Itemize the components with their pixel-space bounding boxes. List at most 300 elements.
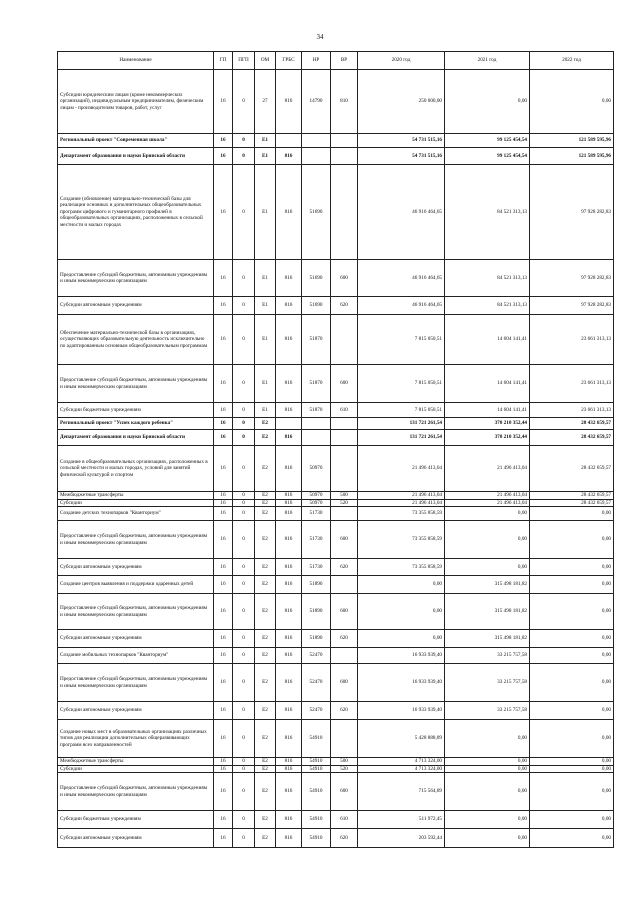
row-value-cell: Е2 — [255, 507, 276, 521]
row-value-cell: 23 661 313,13 — [530, 365, 614, 403]
row-value-cell: 84 521 313,13 — [445, 165, 530, 260]
header-cell: Наименование — [58, 52, 214, 70]
row-value-cell: 816 — [276, 430, 302, 446]
row-value-cell — [331, 148, 358, 165]
row-value-cell — [331, 648, 358, 664]
header-cell: ГП — [214, 52, 233, 70]
row-value-cell — [331, 418, 358, 430]
row-value-cell: 28 432 659,57 — [530, 418, 614, 430]
row-value-cell: 370 210 352,44 — [445, 418, 530, 430]
row-value-cell: 0,00 — [445, 811, 530, 829]
row-value-cell: 600 — [331, 773, 358, 811]
row-value-cell: 0,00 — [530, 648, 614, 664]
table-row — [58, 418, 614, 430]
row-value-cell: 121 589 595,96 — [530, 148, 614, 165]
table-row — [58, 630, 614, 648]
row-value-cell: 816 — [276, 297, 302, 315]
row-value-cell: 816 — [276, 403, 302, 418]
table-row — [58, 765, 614, 773]
table-row — [58, 165, 614, 260]
row-value-cell: Е2 — [255, 773, 276, 811]
row-value-cell: 16 — [214, 773, 233, 811]
row-value-cell: 21 496 413,04 — [445, 446, 530, 492]
row-value-cell: 0,00 — [445, 559, 530, 576]
row-value-cell: Е2 — [255, 765, 276, 773]
table-row — [58, 297, 614, 315]
row-name-cell: Предоставление субсидий бюджетным, автономным учреждениям и иным некоммерческим организациям — [58, 664, 214, 702]
row-value-cell: 99 125 454,54 — [445, 134, 530, 148]
header-cell: ОМ — [255, 52, 276, 70]
row-value-cell: 816 — [276, 576, 302, 594]
row-value-cell: 0,00 — [530, 773, 614, 811]
row-value-cell: 0,00 — [530, 720, 614, 758]
row-name-cell: Департамент образования и науки Брянской области — [58, 430, 214, 446]
table-row — [58, 148, 614, 165]
row-value-cell: 816 — [276, 630, 302, 648]
row-value-cell: 0 — [233, 765, 255, 773]
row-value-cell: 0 — [233, 559, 255, 576]
table-row — [58, 664, 614, 702]
row-value-cell: 51870 — [302, 315, 331, 365]
row-value-cell: Е2 — [255, 664, 276, 702]
row-value-cell: 0 — [233, 260, 255, 297]
row-value-cell: 4 713 324,00 — [358, 765, 445, 773]
row-value-cell: 99 125 454,54 — [445, 148, 530, 165]
row-name-cell: Субсидии автономным учреждениям — [58, 559, 214, 576]
row-value-cell: 0 — [233, 630, 255, 648]
header-cell: 2021 год — [445, 52, 530, 70]
row-value-cell: 50970 — [302, 492, 331, 500]
row-value-cell: Е2 — [255, 418, 276, 430]
row-value-cell: 54910 — [302, 829, 331, 848]
row-value-cell: 0 — [233, 576, 255, 594]
row-value-cell: 0,00 — [445, 70, 530, 134]
row-value-cell: 816 — [276, 664, 302, 702]
row-value-cell: 0,00 — [530, 630, 614, 648]
row-value-cell: 16 — [214, 521, 233, 559]
row-value-cell: 816 — [276, 70, 302, 134]
row-value-cell: 816 — [276, 165, 302, 260]
row-value-cell: 54910 — [302, 765, 331, 773]
header-cell: 2022 год — [530, 52, 614, 70]
row-value-cell: 0 — [233, 648, 255, 664]
row-value-cell: 0 — [233, 315, 255, 365]
row-value-cell: Е1 — [255, 297, 276, 315]
row-value-cell: 51730 — [302, 559, 331, 576]
row-value-cell: 51690 — [302, 260, 331, 297]
row-value-cell: 816 — [276, 594, 302, 630]
row-value-cell: 16 — [214, 70, 233, 134]
row-value-cell: 816 — [276, 720, 302, 758]
table-row — [58, 648, 614, 664]
table-row — [58, 559, 614, 576]
header-cell: ВР — [331, 52, 358, 70]
row-value-cell: 0,00 — [530, 829, 614, 848]
row-value-cell: 16 — [214, 811, 233, 829]
row-value-cell: 4 713 324,00 — [358, 758, 445, 766]
row-value-cell: 16 — [214, 765, 233, 773]
row-value-cell: 816 — [276, 559, 302, 576]
table-row — [58, 315, 614, 365]
row-value-cell: 54910 — [302, 773, 331, 811]
row-value-cell — [302, 134, 331, 148]
row-value-cell: 14 604 141,41 — [445, 315, 530, 365]
row-value-cell: 715 564,89 — [358, 773, 445, 811]
row-value-cell: 73 355 858,59 — [358, 507, 445, 521]
row-value-cell: Е1 — [255, 403, 276, 418]
row-value-cell: Е2 — [255, 630, 276, 648]
row-name-cell: Межбюджетные трансферты — [58, 758, 214, 766]
row-value-cell: 0,00 — [445, 507, 530, 521]
row-value-cell: Е2 — [255, 521, 276, 559]
row-value-cell: 250 000,00 — [358, 70, 445, 134]
row-value-cell: 0 — [233, 148, 255, 165]
row-value-cell: 21 496 413,04 — [358, 492, 445, 500]
row-value-cell: 50970 — [302, 499, 331, 507]
row-value-cell: 46 916 464,65 — [358, 297, 445, 315]
row-value-cell: 0,00 — [530, 70, 614, 134]
row-value-cell: 203 592,44 — [358, 829, 445, 848]
row-value-cell: 73 355 858,59 — [358, 559, 445, 576]
row-value-cell: Е2 — [255, 446, 276, 492]
table-row — [58, 70, 614, 134]
row-value-cell: 0 — [233, 446, 255, 492]
row-value-cell: 131 721 261,54 — [358, 430, 445, 446]
row-value-cell: 14 604 141,41 — [445, 365, 530, 403]
row-value-cell: 7 815 050,51 — [358, 403, 445, 418]
row-value-cell: 816 — [276, 648, 302, 664]
row-value-cell: 131 721 261,54 — [358, 418, 445, 430]
row-value-cell: 0,00 — [530, 664, 614, 702]
row-value-cell: 16 — [214, 260, 233, 297]
row-value-cell: 0 — [233, 521, 255, 559]
row-value-cell: 816 — [276, 765, 302, 773]
row-name-cell: Субсидии автономным учреждениям — [58, 829, 214, 848]
row-value-cell: 16 — [214, 664, 233, 702]
row-value-cell: 810 — [331, 70, 358, 134]
row-value-cell: 610 — [331, 403, 358, 418]
row-value-cell: 816 — [276, 773, 302, 811]
row-value-cell: 500 — [331, 492, 358, 500]
row-value-cell: 16 — [214, 165, 233, 260]
row-value-cell: 16 — [214, 446, 233, 492]
row-value-cell: 0 — [233, 720, 255, 758]
row-name-cell: Создание детских технопарков "Кванториум" — [58, 507, 214, 521]
row-value-cell: 16 — [214, 403, 233, 418]
row-value-cell: 33 215 757,58 — [445, 648, 530, 664]
row-value-cell: 0 — [233, 418, 255, 430]
row-value-cell: 23 661 313,13 — [530, 403, 614, 418]
row-name-cell: Субсидии — [58, 765, 214, 773]
row-value-cell: 520 — [331, 499, 358, 507]
header-cell: ПГП — [233, 52, 255, 70]
row-value-cell: 28 432 659,57 — [530, 446, 614, 492]
row-value-cell: 28 432 659,57 — [530, 430, 614, 446]
row-value-cell: Е2 — [255, 702, 276, 720]
row-value-cell: 51690 — [302, 297, 331, 315]
row-value-cell: Е1 — [255, 260, 276, 297]
row-name-cell: Создание центров выявления и поддержки одаренных детей — [58, 576, 214, 594]
row-value-cell: 0 — [233, 594, 255, 630]
row-value-cell: 16 — [214, 297, 233, 315]
row-value-cell: 54 731 515,16 — [358, 134, 445, 148]
row-value-cell: 16 — [214, 720, 233, 758]
row-value-cell: 0,00 — [358, 576, 445, 594]
row-value-cell: 0,00 — [530, 521, 614, 559]
row-value-cell: 816 — [276, 521, 302, 559]
row-value-cell: 0,00 — [358, 594, 445, 630]
row-value-cell: 16 — [214, 630, 233, 648]
row-value-cell: 600 — [331, 365, 358, 403]
row-value-cell: 816 — [276, 492, 302, 500]
row-value-cell: 46 916 464,65 — [358, 260, 445, 297]
row-value-cell: 33 215 757,58 — [445, 664, 530, 702]
page-number: 34 — [316, 33, 324, 41]
row-value-cell: 816 — [276, 148, 302, 165]
row-name-cell: Субсидии бюджетным учреждениям — [58, 403, 214, 418]
row-value-cell: 97 928 282,83 — [530, 297, 614, 315]
row-value-cell: 0 — [233, 702, 255, 720]
row-value-cell: 0 — [233, 499, 255, 507]
row-name-cell: Межбюджетные трансферты — [58, 492, 214, 500]
row-value-cell: Е1 — [255, 134, 276, 148]
row-value-cell: 0,00 — [445, 521, 530, 559]
header-cell: НР — [302, 52, 331, 70]
row-name-cell: Региональный проект "Современная школа" — [58, 134, 214, 148]
row-name-cell: Субсидии автономным учреждениям — [58, 702, 214, 720]
table-row — [58, 507, 614, 521]
row-value-cell: 600 — [331, 521, 358, 559]
row-value-cell — [331, 720, 358, 758]
row-name-cell: Создание новых мест в образовательных организациях различных типов для реализации дополнительных общеразвивающих программ всех направленностей — [58, 720, 214, 758]
row-value-cell: 46 916 464,65 — [358, 165, 445, 260]
row-value-cell: 51890 — [302, 630, 331, 648]
header-cell: ГРБС — [276, 52, 302, 70]
row-value-cell: 51870 — [302, 403, 331, 418]
row-value-cell: 0 — [233, 507, 255, 521]
row-value-cell: 620 — [331, 559, 358, 576]
row-name-cell: Предоставление субсидий бюджетным, автономным учреждениям и иным некоммерческим организациям — [58, 521, 214, 559]
row-value-cell: 84 521 313,13 — [445, 297, 530, 315]
row-value-cell: Е2 — [255, 492, 276, 500]
row-value-cell: Е2 — [255, 720, 276, 758]
row-value-cell: 0,00 — [530, 758, 614, 766]
row-value-cell: 816 — [276, 811, 302, 829]
row-value-cell: 50970 — [302, 446, 331, 492]
row-value-cell: Е1 — [255, 365, 276, 403]
table-row — [58, 403, 614, 418]
table-row — [58, 773, 614, 811]
row-value-cell: 84 521 313,13 — [445, 260, 530, 297]
table-row — [58, 720, 614, 758]
row-value-cell: 28 432 659,57 — [530, 499, 614, 507]
row-value-cell: 73 355 858,59 — [358, 521, 445, 559]
row-name-cell: Региональный проект "Успех каждого ребенка" — [58, 418, 214, 430]
row-value-cell: 21 496 413,04 — [445, 492, 530, 500]
table-row — [58, 499, 614, 507]
row-value-cell: 51890 — [302, 594, 331, 630]
row-value-cell: 14 604 141,41 — [445, 403, 530, 418]
row-value-cell: 21 496 413,04 — [358, 446, 445, 492]
row-value-cell: 0,00 — [530, 765, 614, 773]
row-value-cell: 5 428 888,89 — [358, 720, 445, 758]
row-value-cell: Е2 — [255, 758, 276, 766]
row-value-cell: 16 — [214, 829, 233, 848]
row-value-cell: 52470 — [302, 702, 331, 720]
row-value-cell: 54910 — [302, 758, 331, 766]
row-value-cell: 511 972,45 — [358, 811, 445, 829]
row-value-cell — [302, 148, 331, 165]
row-value-cell: 16 — [214, 758, 233, 766]
row-value-cell: 816 — [276, 260, 302, 297]
row-value-cell: 0,00 — [530, 811, 614, 829]
row-value-cell: 16 — [214, 148, 233, 165]
row-value-cell: 816 — [276, 758, 302, 766]
row-value-cell — [331, 507, 358, 521]
table-row — [58, 430, 614, 446]
table-row — [58, 365, 614, 403]
row-value-cell: 16 — [214, 648, 233, 664]
row-value-cell: 0,00 — [445, 720, 530, 758]
row-value-cell: 97 928 282,83 — [530, 260, 614, 297]
row-name-cell: Департамент образования и науки Брянской области — [58, 148, 214, 165]
row-value-cell: 16 — [214, 594, 233, 630]
table-row — [58, 260, 614, 297]
row-value-cell: 0 — [233, 134, 255, 148]
row-value-cell: 500 — [331, 758, 358, 766]
row-value-cell: 0 — [233, 297, 255, 315]
row-value-cell: Е2 — [255, 559, 276, 576]
row-value-cell: 610 — [331, 811, 358, 829]
table-row — [58, 576, 614, 594]
row-value-cell: 16 — [214, 418, 233, 430]
row-value-cell: 16 — [214, 492, 233, 500]
row-value-cell: 620 — [331, 297, 358, 315]
table-row — [58, 134, 614, 148]
row-value-cell: 16 — [214, 430, 233, 446]
row-value-cell: Е1 — [255, 165, 276, 260]
table-row — [58, 446, 614, 492]
row-value-cell — [331, 446, 358, 492]
row-value-cell: 520 — [331, 765, 358, 773]
row-value-cell — [331, 165, 358, 260]
table-row — [58, 758, 614, 766]
row-value-cell: 51730 — [302, 521, 331, 559]
row-value-cell: 0 — [233, 664, 255, 702]
row-value-cell: 33 215 757,58 — [445, 702, 530, 720]
row-value-cell: 16 — [214, 134, 233, 148]
row-value-cell: 0 — [233, 430, 255, 446]
row-value-cell: 0,00 — [530, 559, 614, 576]
row-value-cell: 620 — [331, 829, 358, 848]
row-value-cell: Е2 — [255, 648, 276, 664]
row-value-cell: 121 589 595,96 — [530, 134, 614, 148]
row-value-cell: 16 — [214, 702, 233, 720]
row-value-cell: 0 — [233, 365, 255, 403]
table-row — [58, 521, 614, 559]
row-value-cell — [331, 315, 358, 365]
table-row — [58, 594, 614, 630]
row-value-cell: 0,00 — [445, 765, 530, 773]
row-value-cell: 315 498 181,82 — [445, 576, 530, 594]
row-value-cell: 0,00 — [530, 594, 614, 630]
row-value-cell — [331, 576, 358, 594]
row-name-cell: Создание мобильных технопарков "Кванториум" — [58, 648, 214, 664]
row-value-cell: 816 — [276, 702, 302, 720]
row-name-cell: Предоставление субсидий бюджетным, автономным учреждениям и иным некоммерческим организациям — [58, 594, 214, 630]
row-value-cell: 0 — [233, 165, 255, 260]
row-value-cell: 51730 — [302, 507, 331, 521]
row-value-cell: 315 498 181,82 — [445, 630, 530, 648]
row-value-cell: 315 498 181,82 — [445, 594, 530, 630]
row-value-cell: 620 — [331, 702, 358, 720]
row-value-cell: 7 815 050,51 — [358, 365, 445, 403]
row-name-cell: Предоставление субсидий бюджетным, автономным учреждениям и иным некоммерческим организациям — [58, 260, 214, 297]
table-row — [58, 829, 614, 848]
row-value-cell: 0,00 — [530, 576, 614, 594]
row-value-cell: 54910 — [302, 811, 331, 829]
row-value-cell: 0,00 — [530, 702, 614, 720]
row-value-cell: Е2 — [255, 811, 276, 829]
row-value-cell: 816 — [276, 446, 302, 492]
row-value-cell — [276, 134, 302, 148]
row-value-cell: 16 — [214, 365, 233, 403]
row-name-cell: Обеспечение материально-технической базы в организациях, осуществляющих образовательную деятельность исключительно по адаптированным основным общеобразовательным программам — [58, 315, 214, 365]
row-value-cell: 816 — [276, 829, 302, 848]
row-value-cell: 600 — [331, 594, 358, 630]
row-value-cell: 51890 — [302, 576, 331, 594]
budget-table — [57, 51, 614, 848]
header-row — [58, 52, 614, 70]
row-value-cell: 21 496 413,04 — [358, 499, 445, 507]
row-value-cell — [276, 418, 302, 430]
row-value-cell: 620 — [331, 630, 358, 648]
row-value-cell: 370 210 352,44 — [445, 430, 530, 446]
row-value-cell: 16 933 939,40 — [358, 648, 445, 664]
row-value-cell: 0 — [233, 70, 255, 134]
row-name-cell: Субсидии автономным учреждениям — [58, 297, 214, 315]
table-row — [58, 492, 614, 500]
row-value-cell: 16 933 939,40 — [358, 664, 445, 702]
row-value-cell: 21 496 413,04 — [445, 499, 530, 507]
row-name-cell: Предоставление субсидий бюджетным, автономным учреждениям и иным некоммерческим организациям — [58, 773, 214, 811]
row-value-cell: 0,00 — [445, 758, 530, 766]
row-name-cell: Предоставление субсидий бюджетным, автономным учреждениям и иным некоммерческим организациям — [58, 365, 214, 403]
row-value-cell — [302, 418, 331, 430]
row-value-cell: 0,00 — [358, 630, 445, 648]
row-value-cell — [331, 134, 358, 148]
row-value-cell: 816 — [276, 499, 302, 507]
row-value-cell: Е1 — [255, 148, 276, 165]
row-value-cell: 7 815 050,51 — [358, 315, 445, 365]
row-value-cell: 54910 — [302, 720, 331, 758]
row-value-cell: 816 — [276, 507, 302, 521]
row-value-cell: 14790 — [302, 70, 331, 134]
row-value-cell: 16 — [214, 499, 233, 507]
table-body — [58, 70, 614, 848]
row-name-cell: Субсидии — [58, 499, 214, 507]
row-value-cell: 16 — [214, 507, 233, 521]
header-cell: 2020 год — [358, 52, 445, 70]
row-value-cell: 0 — [233, 829, 255, 848]
row-value-cell: Е2 — [255, 499, 276, 507]
row-value-cell: Е2 — [255, 829, 276, 848]
row-value-cell: 51690 — [302, 165, 331, 260]
table-row — [58, 811, 614, 829]
row-value-cell: 0 — [233, 758, 255, 766]
row-name-cell: Субсидии автономным учреждениям — [58, 630, 214, 648]
row-value-cell: 16 — [214, 315, 233, 365]
